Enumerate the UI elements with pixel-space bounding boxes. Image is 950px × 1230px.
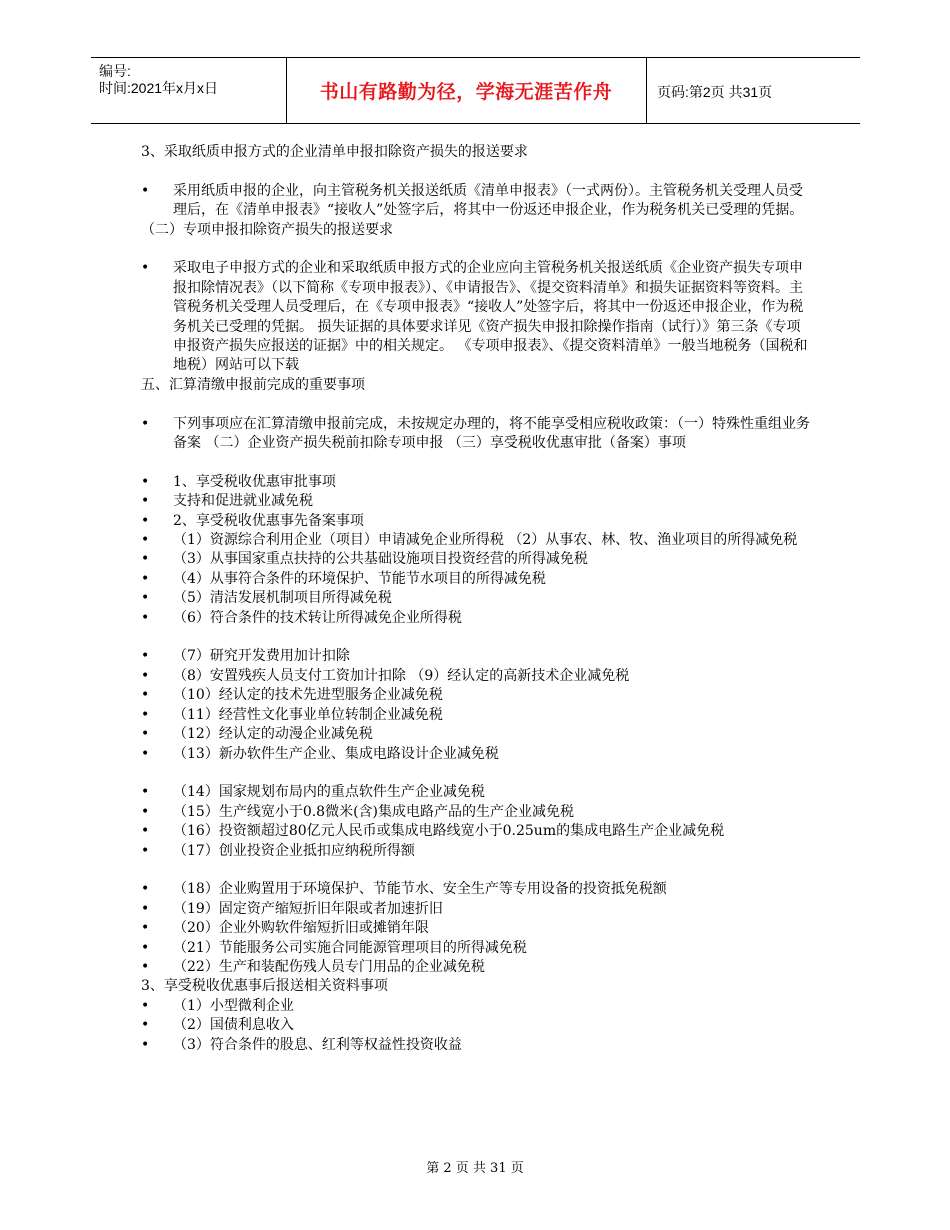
list-item: • （14）国家规划布局内的重点软件生产企业减免税	[141, 783, 811, 802]
list-item: • 支持和促进就业减免税	[141, 492, 811, 511]
list-item: • （5）清洁发展机制项目所得减免税	[141, 589, 811, 608]
list-item: • （20）企业外购软件缩短折旧或摊销年限	[141, 919, 811, 938]
header-page-info: 页码:第2页 共31页	[657, 84, 773, 100]
list-item: • （1）小型微利企业	[141, 997, 811, 1016]
list-item: • （3）从事国家重点扶持的公共基础设施项目投资经营的所得减免税	[141, 550, 811, 569]
list-item: • （6）符合条件的技术转让所得减免企业所得税	[141, 609, 811, 628]
header-meta	[99, 63, 218, 97]
list-item: • （4）从事符合条件的环境保护、节能节水项目的所得减免税	[141, 570, 811, 589]
page-header	[91, 57, 860, 124]
document-body	[141, 143, 811, 1055]
header-motto: 书山有路勤为径，学海无涯苦作舟	[319, 81, 613, 103]
list-item: • （19）固定资产缩短折旧年限或者加速折旧	[141, 900, 811, 919]
bullet-list	[141, 783, 811, 861]
list-item: • （21）节能服务公司实施合同能源管理项目的所得减免税	[141, 939, 811, 958]
bullet-list	[141, 880, 811, 977]
bullet-list	[141, 647, 811, 763]
list-item: • （2）国债利息收入	[141, 1016, 811, 1035]
section-heading: 3、享受税收优惠事后报送相关资料事项	[141, 978, 388, 995]
doc-time-label: 时间:2021年x月x日	[99, 80, 219, 96]
bullet-paragraph: • 下列事项应在汇算清缴申报前完成，未按规定办理的，将不能享受相应税收政策：（一）特殊性重组业务备案 （二）企业资产损失税前扣除专项申报 （三）享受税收优惠审批（备案）事项	[141, 415, 811, 454]
bullet-list	[141, 997, 811, 1055]
bullet-paragraph: • 采用纸质申报的企业，向主管税务机关报送纸质《清单申报表》（一式两份）。主管税务机关受理人员受理后，在《清单申报表》“接收人”处签字后，将其中一份返还申报企业，作为税务机关已受理的凭据。	[141, 182, 811, 221]
list-item: • （11）经营性文化事业单位转制企业减免税	[141, 706, 811, 725]
bullet-paragraph: • 采取电子申报方式的企业和采取纸质申报方式的企业应向主管税务机关报送纸质《企业资产损失专项申报扣除情况表》（以下简称《专项申报表》）、《申请报告》、《提交资料清单》和损失证据资料等资料。主管税务机关受理人员受理后，在《专项申报表》“接收人”处签字后，将其中一份返还申报企业，作为税务机关已受理的凭据。 损失证据的具体要求详见《资产损失申报扣除操作指南（试行）》第三条《专项申报资产损失应报送的证据》中的相关规定。 《专项申报表》、《提交资料清单》一般当地税务（国税和地税）网站可以下载	[141, 259, 811, 375]
list-item: • （15）生产线宽小于0.8微米(含)集成电路产品的生产企业减免税	[141, 803, 811, 822]
list-item: • （12）经认定的动漫企业减免税	[141, 725, 811, 744]
page-footer: 第 2 页 共 31 页	[426, 1161, 524, 1176]
list-item: • （7）研究开发费用加计扣除	[141, 647, 811, 666]
list-item: • （16）投资额超过80亿元人民币或集成电路线宽小于0.25um的集成电路生产企业减免税	[141, 822, 811, 841]
bullet-list	[141, 473, 811, 628]
list-item: • （22）生产和装配伤残人员专门用品的企业减免税	[141, 958, 811, 977]
list-item: • （3）符合条件的股息、红利等权益性投资收益	[141, 1036, 811, 1055]
section-heading: 3、采取纸质申报方式的企业清单申报扣除资产损失的报送要求	[141, 144, 528, 160]
list-item: • （1）资源综合利用企业（项目）申请减免企业所得税 （2）从事农、林、牧、渔业项目的所得减免税	[141, 531, 811, 550]
list-item: • 2、享受税收优惠事先备案事项	[141, 512, 811, 531]
doc-number-label: 编号:	[99, 63, 131, 79]
list-item: • （17）创业投资企业抵扣应纳税所得额	[141, 842, 811, 861]
list-item: • （18）企业购置用于环境保护、节能节水、安全生产等专用设备的投资抵免税额	[141, 880, 811, 899]
header-divider-right	[646, 58, 647, 123]
list-item: • （13）新办软件生产企业、集成电路设计企业减免税	[141, 745, 811, 764]
section-heading: （二）专项申报扣除资产损失的报送要求	[141, 221, 393, 238]
section-heading: 五、汇算清缴申报前完成的重要事项	[141, 376, 365, 393]
list-item: • （8）安置残疾人员支付工资加计扣除 （9）经认定的高新技术企业减免税	[141, 667, 811, 686]
list-item: • （10）经认定的技术先进型服务企业减免税	[141, 686, 811, 705]
list-item: • 1、享受税收优惠审批事项	[141, 473, 811, 492]
